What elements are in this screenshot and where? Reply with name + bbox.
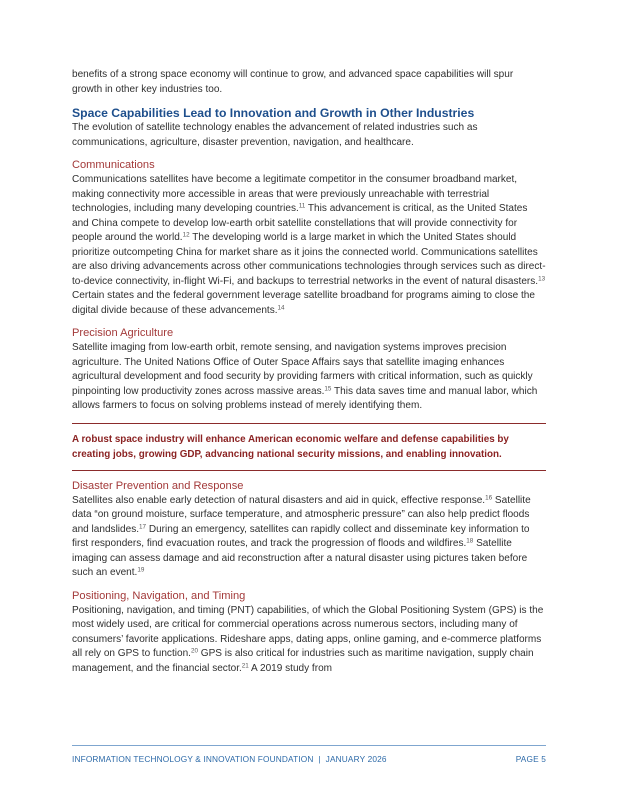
page-footer	[72, 745, 546, 764]
communications-paragraph: Communications satellites have become a legitimate competitor in the consumer broadband market, making connectivity more accessible in areas that were previously unreachable with terrestrial technologies, including many developing countries.$^{11}$ This advancement is critical, as the United States and China compete to develop low-earth orbit satellite constellations that will provide connectivity for people around the world.$^{12}$ The developing world is a large market in which the United States should prioritize outcompeting China for market share as it joins the connected world. Communications satellites are also driving advancements across other communications technologies through services such as direct-to-device connectivity, in-flight Wi-Fi, and backups to terrestrial networks in the event of natural disasters.$^{13}$ Certain states and the federal government leverage satellite broadband for programs aiming to close the digital divide because of these advancements.$^{14}$	[72, 174, 546, 316]
footnote-ref[interactable]: 15	[324, 385, 332, 392]
page-body	[72, 68, 546, 676]
footnote-ref[interactable]: 14	[277, 304, 285, 311]
pull-quote-callout	[72, 423, 546, 471]
footnote-ref[interactable]: 20	[190, 647, 198, 655]
section-intro: The evolution of satellite technology enables the advancement of related industries such as communications, agriculture, disaster prevention, navigation, and healthcare.	[72, 122, 478, 148]
footnote-ref[interactable]: 19	[137, 566, 145, 574]
pnt-heading: Positioning, Navigation, and Timing	[72, 589, 246, 602]
footnote-ref[interactable]: 18	[466, 537, 474, 545]
footnote-ref[interactable]: 16	[485, 494, 493, 501]
section-heading: Space Capabilities Lead to Innovation and Growth in Other Industries	[72, 106, 475, 120]
footnote-ref[interactable]: 12	[182, 231, 190, 239]
page-number: PAGE 5	[515, 754, 546, 764]
communications-heading: Communications	[72, 159, 155, 171]
agriculture-paragraph: Satellite imaging from low-earth orbit, remote sensing, and navigation systems improves precision agriculture. The United Nations Office of Outer Space Affairs says that satellite imaging enhances agricultural development and food security by providing farmers with critical information, such as quickly pinpointing low productivity zones across massive areas.$^{15}$ This data saves time and manual labor, which allows farmers to focus on solving problems instead of merely identifying them.	[72, 342, 538, 411]
intro-paragraph: benefits of a strong space economy will continue to grow, and advanced space capabilities will spur growth in other key industries too.	[72, 69, 514, 95]
pnt-paragraph: Positioning, navigation, and timing (PNT) capabilities, of which the Global Positioning System (GPS) is the most widely used, are critical for commercial operations across numerous sectors, including many of consumers’ favorite applications. Rideshare apps, dating apps, online gaming, and e-commerce platforms all rely on GPS to function.$^{20}$ GPS is also critical for industries such as maritime navigation, supply chain management, and the financial sector.$^{21}$ A 2019 study from	[72, 604, 544, 674]
disaster-paragraph: Satellites also enable early detection of natural disasters and aid in quick, effective response.$^{16}$ Satellite data “on ground moisture, surface temperature, and atmospheric pressure” can also help predict floods and landslides.$^{17}$ During an emergency, satellites can rapidly collect and disseminate key information to first responders, find evacuation routes, and track the progression of floods and wildfires.$^{18}$ Satellite imaging can assess damage and aid reconstruction after a natural disaster using pictures taken before such an event.$^{19}$	[72, 494, 531, 578]
pull-quote-text: A robust space industry will enhance American economic welfare and defense capabilities by creating jobs, growing GDP, advancing national security missions, and enabling innovation.	[72, 433, 509, 460]
disaster-heading: Disaster Prevention and Response	[72, 479, 244, 492]
agriculture-heading: Precision Agriculture	[72, 327, 174, 339]
footnote-ref[interactable]: 13	[538, 275, 546, 282]
footnote-ref[interactable]: 11	[298, 202, 306, 210]
footnote-ref[interactable]: 21	[241, 662, 249, 669]
footnote-ref[interactable]: 17	[139, 523, 147, 530]
footer-publisher: INFORMATION TECHNOLOGY & INNOVATION FOUNDATION | JANUARY 2026	[72, 754, 387, 764]
